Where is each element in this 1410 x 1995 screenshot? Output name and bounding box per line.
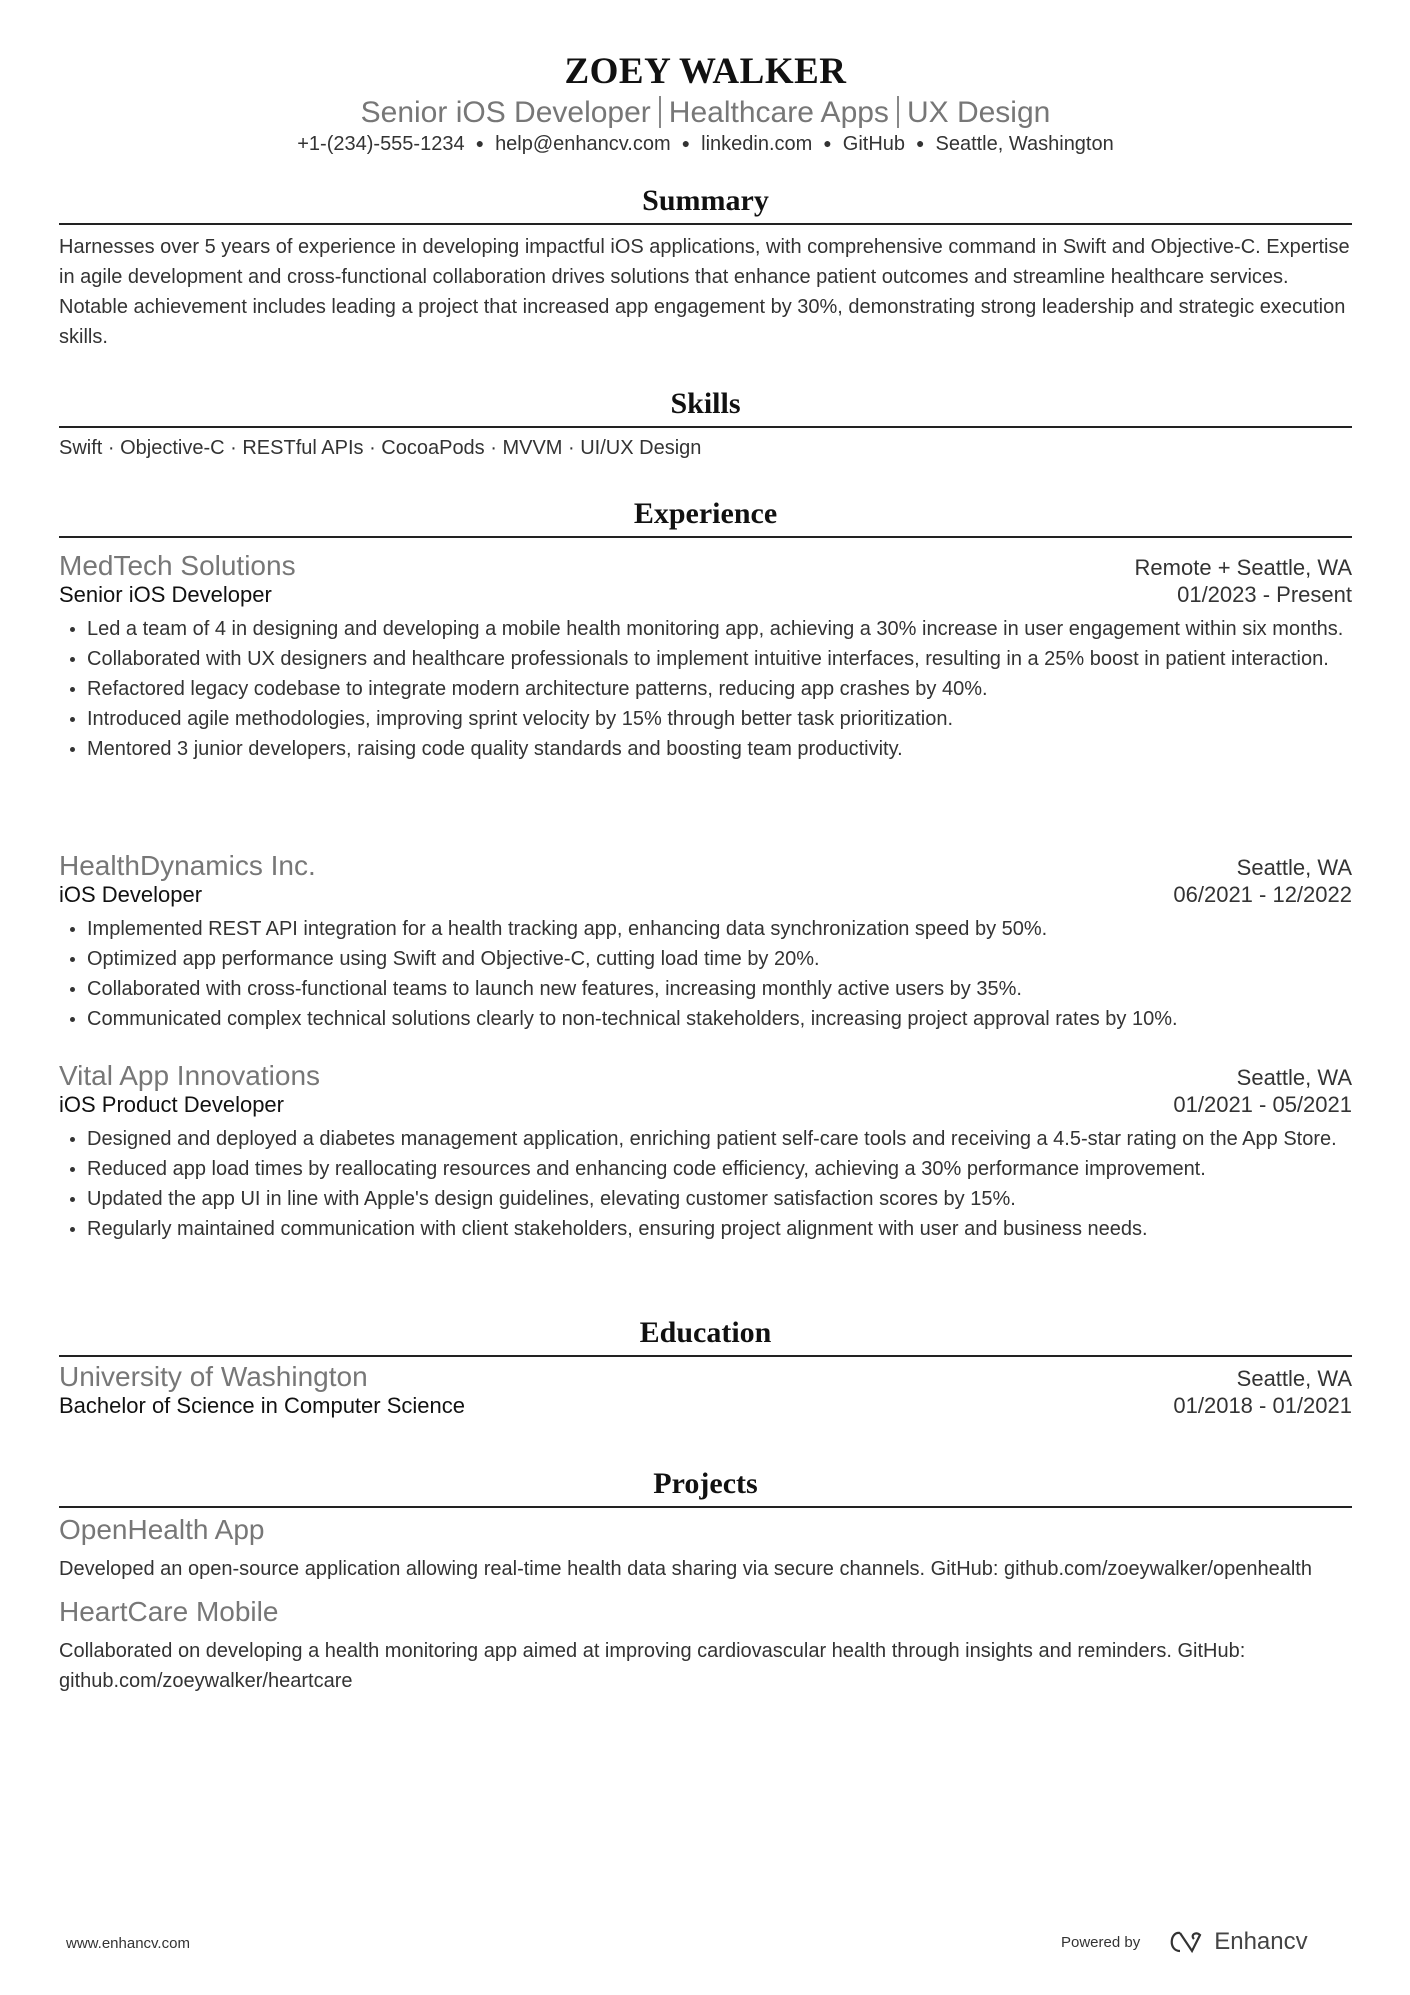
section-heading: Experience xyxy=(633,497,778,530)
company-name: HealthDynamics Inc. xyxy=(59,850,316,881)
github-link[interactable]: GitHub xyxy=(842,133,906,155)
bullet-item: Led a team of 4 in designing and developing a mobile health monitoring app, achieving a 30% increase in user engagement within six months. xyxy=(59,614,1352,644)
job-title: iOS Product Developer xyxy=(59,1092,284,1117)
bullet-item: Collaborated with UX designers and healthcare professionals to implement intuitive interfaces, resulting in a 25% boost in patient interaction. xyxy=(59,644,1352,674)
divider xyxy=(897,96,899,128)
project-description: Developed an open-source application allowing real-time health data sharing via secure channels. GitHub: github.com/zoeywalker/openhealth xyxy=(59,1558,1312,1580)
job-dates: 01/2021 - 05/2021 xyxy=(1173,1092,1352,1117)
job-dates: 01/2023 - Present xyxy=(1177,582,1352,607)
section-divider xyxy=(59,223,1352,225)
enhancv-brand: Enhancv xyxy=(1214,1928,1308,1955)
job-title: Senior iOS Developer xyxy=(59,582,272,607)
school-name: University of Washington xyxy=(59,1361,368,1392)
section-divider xyxy=(59,1506,1352,1508)
phone: +1-(234)-555-1234 xyxy=(297,133,465,155)
company-name: MedTech Solutions xyxy=(59,550,296,581)
headline xyxy=(59,96,1352,130)
section-heading: Summary xyxy=(642,184,769,217)
bullet-item: Refactored legacy codebase to integrate modern architecture patterns, reducing app crashes by 40%. xyxy=(59,674,1352,704)
powered-by xyxy=(1061,1928,1308,1956)
skills-section xyxy=(59,384,1352,463)
bullet-item: Reduced app load times by reallocating resources and enhancing code efficiency, achieving a 30% performance improvement. xyxy=(59,1154,1352,1184)
education-dates: 01/2018 - 01/2021 xyxy=(1173,1393,1352,1418)
bullet-item: Collaborated with cross-functional teams to launch new features, increasing monthly active users by 35%. xyxy=(59,974,1352,1004)
job-location: Seattle, WA xyxy=(1236,855,1352,880)
school-location: Seattle, WA xyxy=(1236,1366,1352,1391)
experience-entry xyxy=(59,850,1352,1034)
skills-list: Swift · Objective-C · RESTful APIs · CocoaPods · MVVM · UI/UX Design xyxy=(59,437,702,459)
project-description: Collaborated on developing a health monitoring app aimed at improving cardiovascular health through insights and reminders. GitHub: github.com/zoeywalker/heartcare xyxy=(59,1640,1246,1692)
bullet-item: Communicated complex technical solutions clearly to non-technical stakeholders, increasing project approval rates by 10%. xyxy=(59,1004,1352,1034)
job-location: Seattle, WA xyxy=(1236,1065,1352,1090)
company-name: Vital App Innovations xyxy=(59,1060,321,1091)
headline-title: Healthcare Apps xyxy=(668,96,889,129)
bullet-item: Regularly maintained communication with client stakeholders, ensuring project alignment with user and business needs. xyxy=(59,1214,1352,1244)
degree: Bachelor of Science in Computer Science xyxy=(59,1393,465,1418)
bullet-separator: ● xyxy=(823,135,832,151)
bullet-item: Updated the app UI in line with Apple's design guidelines, elevating customer satisfaction scores by 15%. xyxy=(59,1184,1352,1214)
experience-entry xyxy=(59,550,1352,764)
candidate-name: ZOEY WALKER xyxy=(564,51,847,92)
experience-entry xyxy=(59,1060,1352,1244)
headline-title: UX Design xyxy=(906,96,1051,129)
bullet-separator: ● xyxy=(916,135,925,151)
linkedin-link[interactable]: linkedin.com xyxy=(701,133,813,155)
section-divider xyxy=(59,1355,1352,1357)
bullet-item: Mentored 3 junior developers, raising code quality standards and boosting team productivity. xyxy=(59,734,1352,764)
summary-text: Harnesses over 5 years of experience in developing impactful iOS applications, with comprehensive command in Swift and Objective-C. Expertise in agile development and cross-functional collaboration drives solutions that enhance patient outcomes and streamline healthcare services. Notable achievement includes leading a project that increased app engagement by 30%, demonstrating strong leadership and strategic execution skills. xyxy=(59,236,1350,348)
bullet-item: Introduced agile methodologies, improving sprint velocity by 15% through better task prioritization. xyxy=(59,704,1352,734)
project-name: HeartCare Mobile xyxy=(59,1596,279,1627)
contact-info xyxy=(59,133,1352,156)
project-name: OpenHealth App xyxy=(59,1514,265,1545)
location: Seattle, Washington xyxy=(935,133,1114,155)
job-dates: 06/2021 - 12/2022 xyxy=(1173,882,1352,907)
section-heading: Skills xyxy=(670,387,741,420)
headline-title: Senior iOS Developer xyxy=(360,96,651,129)
bullet-item: Implemented REST API integration for a health tracking app, enhancing data synchronization speed by 50%. xyxy=(59,914,1352,944)
section-divider xyxy=(59,426,1352,428)
experience-section xyxy=(59,494,1352,538)
job-title: iOS Developer xyxy=(59,882,203,907)
section-heading: Education xyxy=(639,1316,772,1349)
section-heading: Projects xyxy=(653,1467,758,1500)
bullet-separator: ● xyxy=(475,135,485,151)
powered-by-label: Powered by xyxy=(1061,1933,1141,1951)
email-link[interactable]: help@enhancv.com xyxy=(495,133,671,155)
bullet-item: Optimized app performance using Swift and Objective-C, cutting load time by 20%. xyxy=(59,944,1352,974)
enhancv-logo-icon xyxy=(1166,1929,1206,1955)
education-section xyxy=(59,1313,1352,1419)
summary-section xyxy=(59,181,1352,352)
job-location: Remote + Seattle, WA xyxy=(1134,555,1352,580)
bullet-separator: ● xyxy=(681,135,691,151)
projects-section xyxy=(59,1464,1352,1696)
divider xyxy=(659,96,661,128)
footer-website[interactable]: www.enhancv.com xyxy=(66,1935,190,1952)
bullet-item: Designed and deployed a diabetes management application, enriching patient self-care tools and receiving a 4.5-star rating on the App Store. xyxy=(59,1124,1352,1154)
section-divider xyxy=(59,536,1352,538)
